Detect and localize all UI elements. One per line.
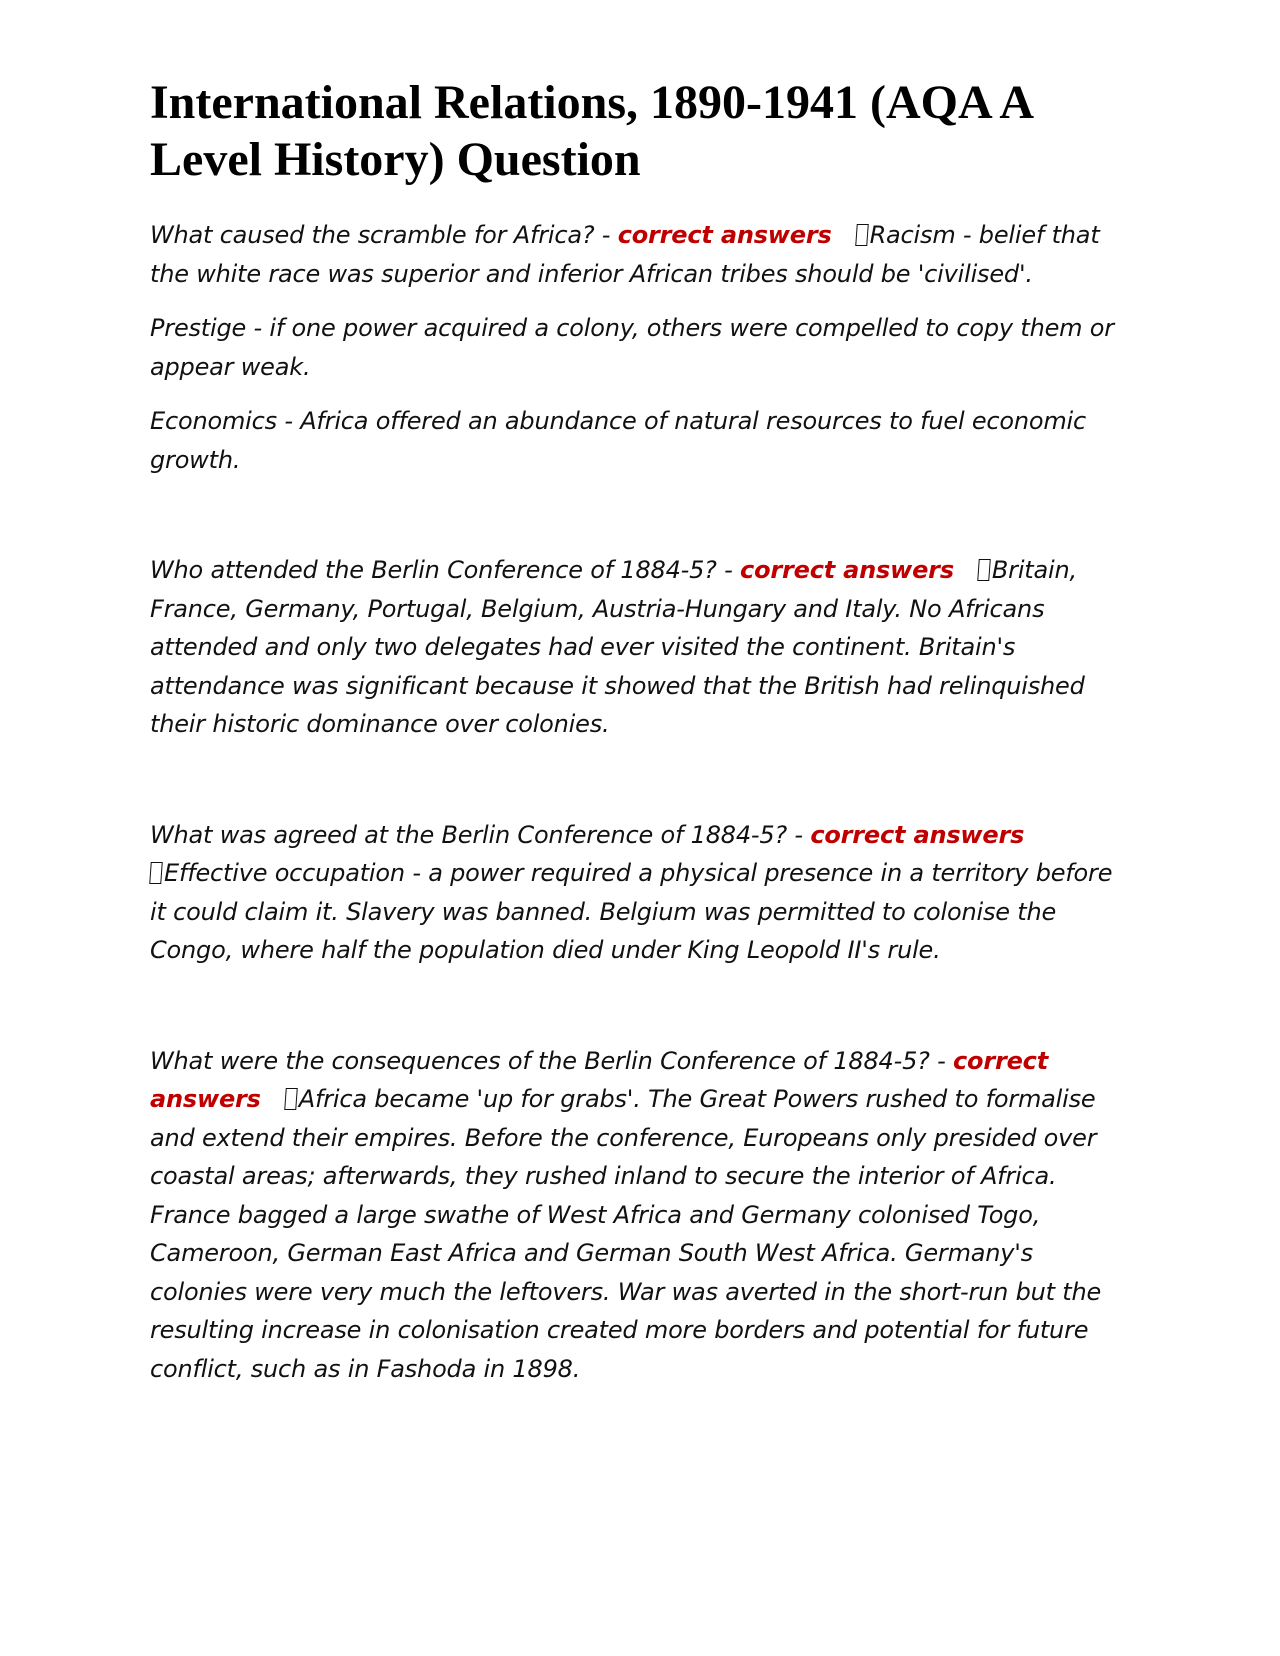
document-page: [150, 74, 1122, 1388]
correct-answers-label: correct answers: [810, 820, 1025, 849]
question-text: What were the consequences of the Berlin Conference of 1884-5? -: [150, 1046, 954, 1075]
checkbox-glyph-icon: [977, 559, 991, 581]
answer-text: Racism - belief that the white race was superior and inferior African tribes should be 'civilised'.: [150, 221, 1100, 288]
qa-item-3: [150, 816, 1122, 970]
correct-answers-label: correct answers: [150, 1046, 1048, 1113]
correct-answers-label: correct answers: [740, 556, 954, 584]
correct-answers-label: correct answers: [617, 221, 832, 249]
question-text: What was agreed at the Berlin Conference of 1884-5? -: [150, 820, 811, 849]
question-text: What caused the scramble for Africa? -: [150, 221, 618, 249]
answer-text: Africa became 'up for grabs'. The Great Powers rushed to formalise and extend their empires. Before the conference, Europeans only presided over coastal areas; afterwards, they rushed inland to secure the interior of Africa. France bagged a large swathe of West Africa and Germany colonised Togo, Cameroon, German East Africa and German South West Africa. Germany's colonies were very much the leftovers. War was averted in the short-run but the resulting increase in colonisation created more borders and potential for future conflict, such as in Fashoda in 1898.: [150, 1085, 1102, 1383]
checkbox-glyph-icon: [149, 862, 163, 884]
page-title: International Relations, 1890-1941 (AQA A Level History) Question: [150, 76, 1032, 186]
checkbox-glyph-icon: [855, 224, 869, 246]
answer-paragraph: Economics - Africa offered an abundance of natural resources to fuel economic growth.: [150, 407, 1087, 474]
qa-item-1: [150, 216, 1122, 293]
question-text: Who attended the Berlin Conference of 1884-5? -: [150, 556, 741, 584]
qa-item-2: [150, 551, 1122, 744]
qa-item-4: [150, 1042, 1122, 1389]
answer-text: Effective occupation - a power required a physical presence in a territory before it could claim it. Slavery was banned. Belgium was permitted to colonise the Congo, where half the population died under King Leopold II's rule.: [150, 859, 1113, 964]
answer-text: Britain, France, Germany, Portugal, Belgium, Austria-Hungary and Italy. No Africans attended and only two delegates had ever visited the continent. Britain's attendance was significant because it showed that the British had relinquished their historic dominance over colonies.: [150, 556, 1085, 738]
checkbox-glyph-icon: [284, 1088, 298, 1110]
answer-paragraph: Prestige - if one power acquired a colony, others were compelled to copy them or appear weak.: [150, 314, 1114, 381]
